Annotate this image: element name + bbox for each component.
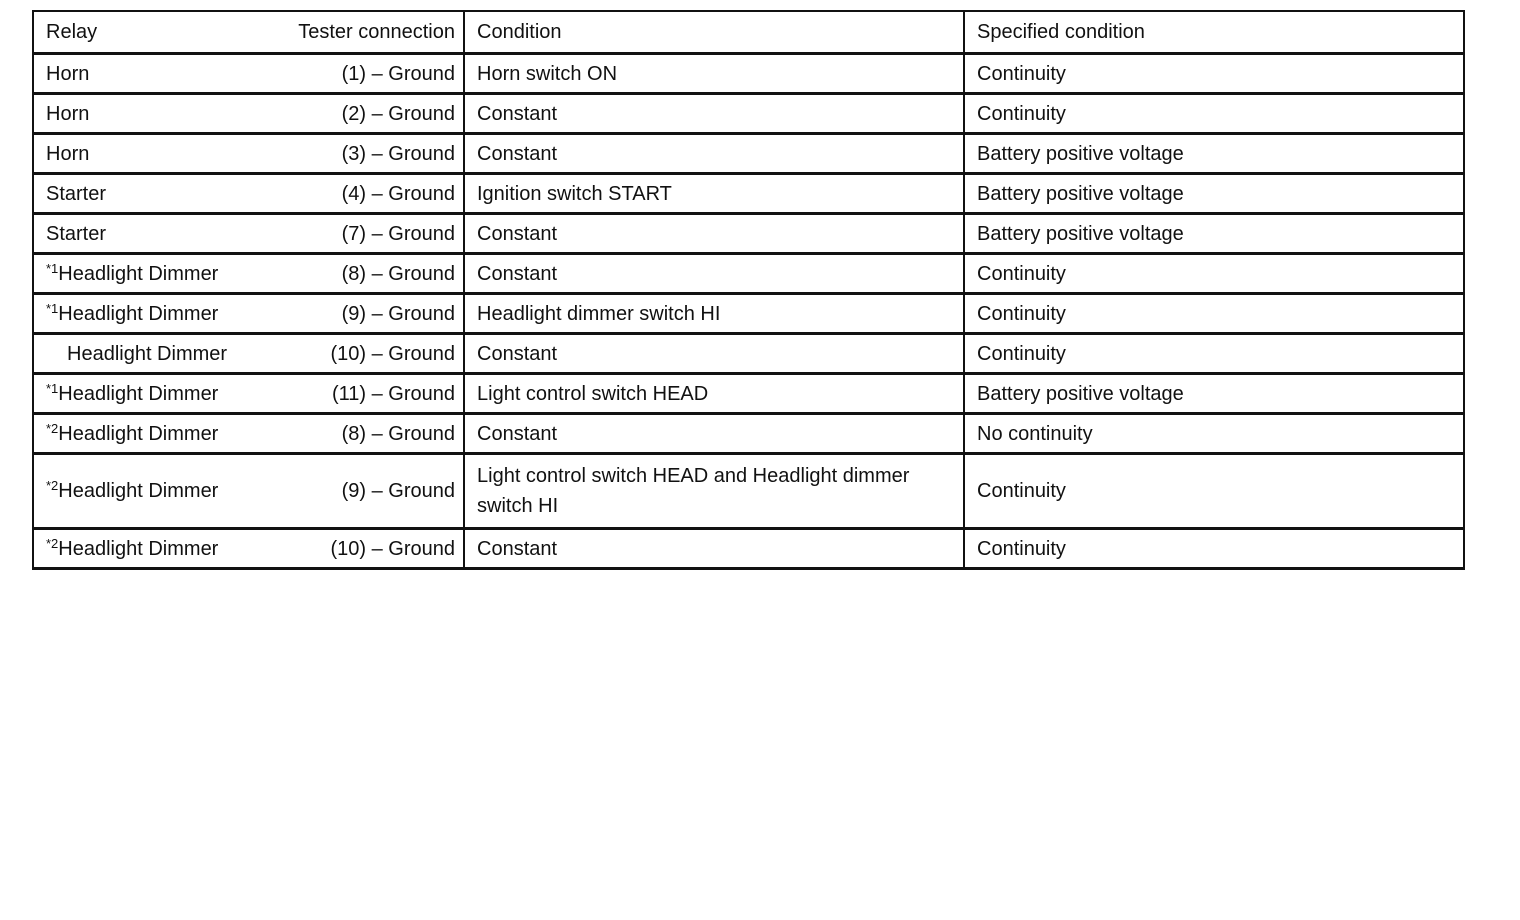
footnote-marker: *2	[46, 535, 59, 551]
tester-connection: (9) – Ground	[341, 480, 455, 502]
tester-connection: (8) – Ground	[341, 422, 455, 445]
footnote-marker: *2	[46, 420, 59, 436]
tester-connection: (7) – Ground	[341, 222, 455, 245]
relay-tester-cell	[33, 134, 464, 174]
condition-cell: Constant	[464, 334, 964, 374]
relay-name: Headlight Dimmer	[67, 342, 228, 365]
specified-condition-cell: Continuity	[964, 54, 1464, 94]
relay-tester-cell	[33, 54, 464, 94]
relay-tester-cell	[33, 94, 464, 134]
table-row	[33, 54, 1464, 94]
relay-name: $^{*1}$Headlight Dimmer	[46, 300, 219, 325]
footnote-marker: *1	[46, 380, 59, 396]
condition-cell: Constant	[464, 214, 964, 254]
specified-condition-cell: Continuity	[964, 94, 1464, 134]
header-relay: Relay	[46, 21, 98, 43]
relay-name: Horn	[46, 102, 90, 125]
specified-condition-cell: Battery positive voltage	[964, 174, 1464, 214]
table-row	[33, 254, 1464, 294]
relay-tester-cell	[33, 374, 464, 414]
table-row	[33, 214, 1464, 254]
footnote-marker: *1	[46, 300, 59, 316]
table-row	[33, 414, 1464, 454]
condition-cell: Constant	[464, 134, 964, 174]
specified-condition-cell: No continuity	[964, 414, 1464, 454]
relay-name: $^{*2}$Headlight Dimmer	[46, 420, 219, 445]
footnote-marker: *2	[46, 478, 59, 493]
relay-tester-cell	[33, 214, 464, 254]
specified-condition-cell: Battery positive voltage	[964, 214, 1464, 254]
table-row	[33, 94, 1464, 134]
relay-tester-cell	[33, 254, 464, 294]
relay-name: Starter	[46, 222, 107, 245]
table-header-row	[33, 11, 1464, 54]
condition-cell: Headlight dimmer switch HI	[464, 294, 964, 334]
specified-condition-cell: Continuity	[964, 254, 1464, 294]
tester-connection: (10) – Ground	[330, 342, 455, 365]
relay-tester-cell	[33, 294, 464, 334]
table-row	[33, 294, 1464, 334]
header-tester-connection: Tester connection	[298, 21, 455, 43]
header-relay-tester	[33, 11, 464, 54]
condition-cell: Horn switch ON	[464, 54, 964, 94]
tester-connection: (1) – Ground	[341, 62, 455, 85]
condition-cell: Constant	[464, 94, 964, 134]
table-row	[33, 374, 1464, 414]
specified-condition-cell: Continuity	[964, 529, 1464, 569]
relay-name: $^{*1}$Headlight Dimmer	[46, 260, 219, 285]
tester-connection: (10) – Ground	[330, 537, 455, 560]
relay-tester-cell	[33, 454, 464, 529]
relay-name: $^{*2}$Headlight Dimmer	[46, 535, 219, 560]
tester-connection: (4) – Ground	[341, 182, 455, 205]
tester-connection: (11) – Ground	[331, 382, 455, 405]
condition-cell: Constant	[464, 529, 964, 569]
relay-name: Starter	[46, 182, 107, 205]
tester-connection: (9) – Ground	[341, 302, 455, 325]
relay-tester-cell	[33, 174, 464, 214]
relay-name: $^{*1}$Headlight Dimmer	[46, 380, 219, 405]
table-body	[33, 54, 1464, 569]
header-condition: Condition	[464, 11, 964, 54]
relay-tester-cell	[33, 414, 464, 454]
specified-condition-cell: Continuity	[964, 294, 1464, 334]
table-row	[33, 134, 1464, 174]
tester-connection: (2) – Ground	[341, 102, 455, 125]
condition-cell: Constant	[464, 254, 964, 294]
table-row	[33, 334, 1464, 374]
relay-name: Horn	[46, 142, 90, 165]
specified-condition-cell: Battery positive voltage	[964, 134, 1464, 174]
condition-cell: Light control switch HEAD and Headlight dimmer switch HI	[464, 454, 964, 529]
footnote-marker: *1	[46, 260, 59, 276]
relay-tester-cell	[33, 334, 464, 374]
relay-name: $^{*2}$Headlight Dimmer	[46, 478, 219, 502]
table-row	[33, 454, 1464, 529]
specified-condition-cell: Battery positive voltage	[964, 374, 1464, 414]
condition-cell: Ignition switch START	[464, 174, 964, 214]
condition-cell: Constant	[464, 414, 964, 454]
specified-condition-cell: Continuity	[964, 334, 1464, 374]
header-specified-condition: Specified condition	[964, 11, 1464, 54]
table-row	[33, 174, 1464, 214]
relay-inspection-table	[32, 10, 1465, 570]
specified-condition-cell: Continuity	[964, 454, 1464, 529]
relay-name: Horn	[46, 62, 90, 85]
table-row	[33, 529, 1464, 569]
tester-connection: (3) – Ground	[341, 142, 455, 165]
tester-connection: (8) – Ground	[341, 262, 455, 285]
relay-tester-cell	[33, 529, 464, 569]
condition-cell: Light control switch HEAD	[464, 374, 964, 414]
